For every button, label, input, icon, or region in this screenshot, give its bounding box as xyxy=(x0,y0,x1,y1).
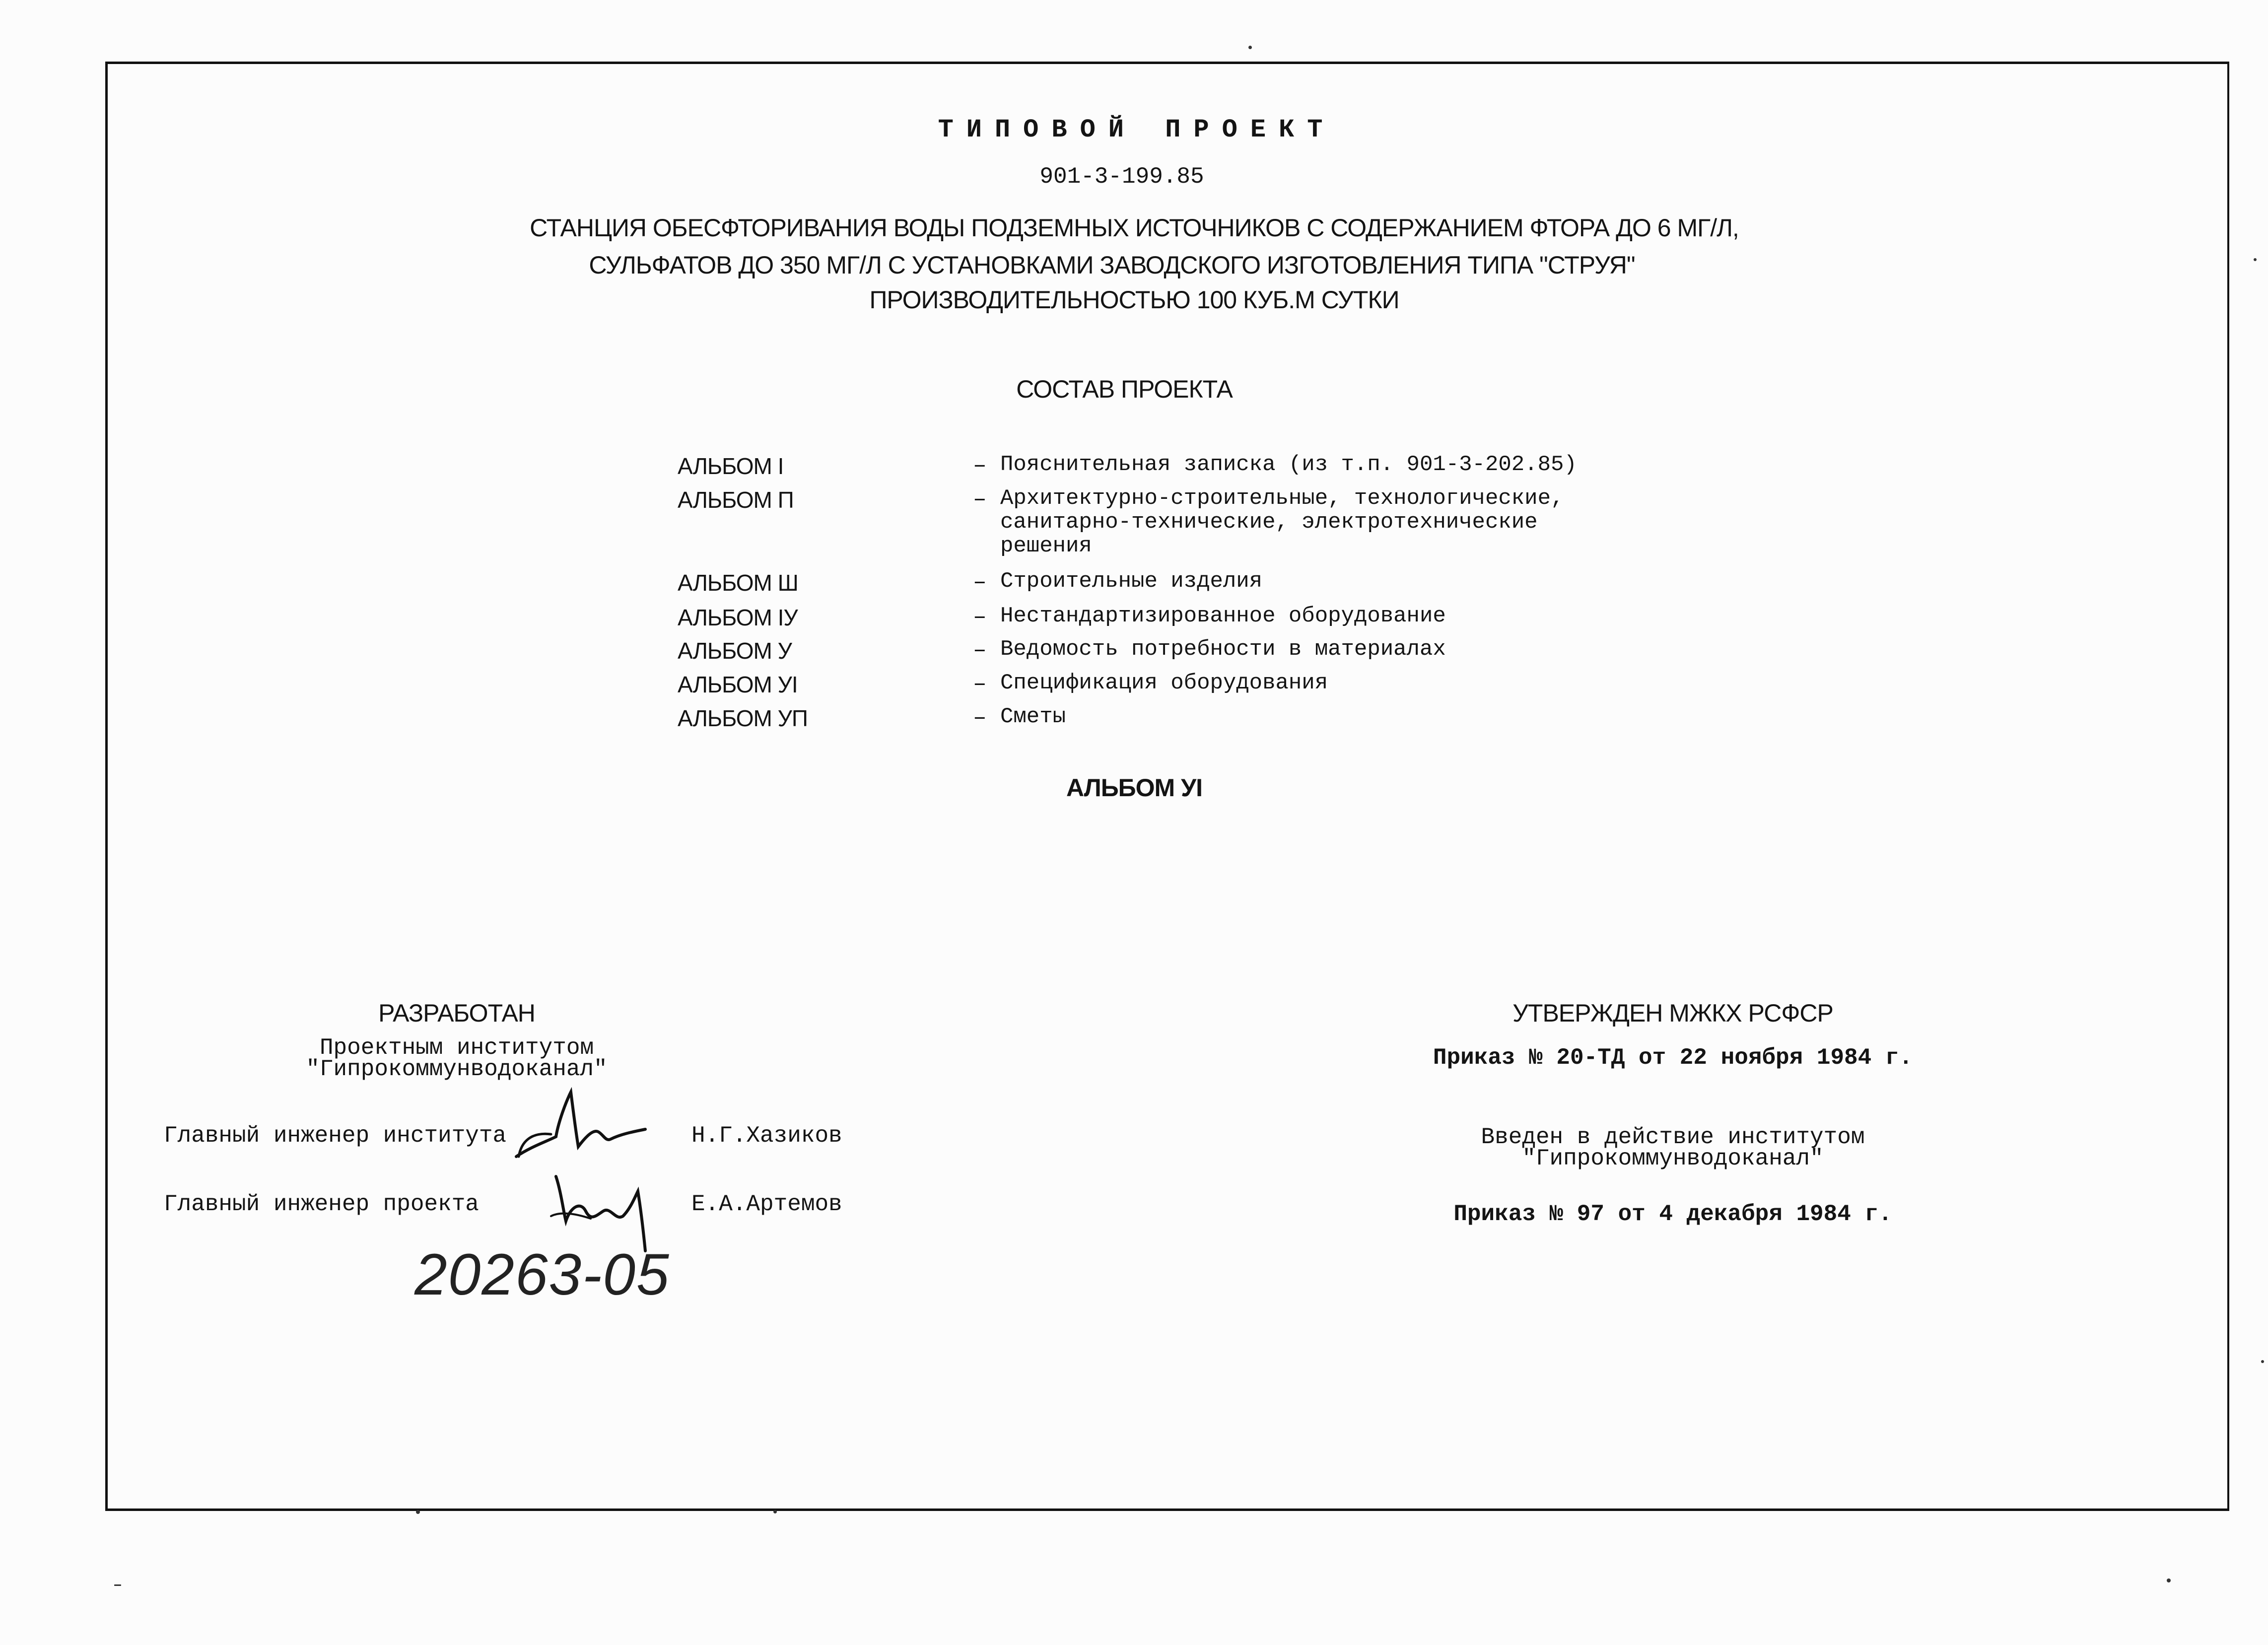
handwritten-number: 20263-05 xyxy=(414,1242,670,1307)
scan-speck xyxy=(1248,46,1252,49)
chief-engineer-project-name: Е.А.Артемов xyxy=(691,1191,842,1217)
approved-heading: УТВЕРЖДЕН МЖКХ РСФСР xyxy=(1512,999,1833,1027)
signature-khazikov xyxy=(511,1082,650,1174)
album-name: АЛЬБОМ Ш xyxy=(678,570,798,596)
album-name: АЛЬБОМ П xyxy=(678,487,794,513)
dash: – xyxy=(973,705,987,731)
dash: – xyxy=(973,486,987,512)
album-name: АЛЬБОМ У xyxy=(678,638,792,664)
album-name: АЛЬБОМ УI xyxy=(678,672,798,697)
album-name: АЛЬБОМ IУ xyxy=(678,605,798,630)
album-description: Строительные изделия xyxy=(1000,569,1263,594)
composition-heading: СОСТАВ ПРОЕКТА xyxy=(1016,375,1233,403)
developer-org-line-2: "Гипрокоммунводоканал" xyxy=(306,1056,608,1082)
dash: – xyxy=(973,453,987,479)
album-name: АЛЬБОМ I xyxy=(678,453,784,479)
chief-engineer-project-label: Главный инженер проекта xyxy=(164,1191,479,1217)
document-title: ТИПОВОЙ ПРОЕКТ xyxy=(938,115,1336,144)
album-description: Сметы xyxy=(1000,704,1066,729)
description-line-1: СТАНЦИЯ ОБЕСФТОРИВАНИЯ ВОДЫ ПОДЗЕМНЫХ ИСТОЧНИКОВ С СОДЕРЖАНИЕМ ФТОРА ДО 6 МГ/Л, xyxy=(530,214,1739,242)
dash: – xyxy=(973,604,987,630)
scan-speck xyxy=(2254,258,2257,261)
album-name: АЛЬБОМ УП xyxy=(678,705,808,731)
enactment-order: Приказ № 97 от 4 декабря 1984 г. xyxy=(1453,1201,1892,1227)
project-code: 901-3-199.85 xyxy=(1039,164,1204,190)
scan-speck xyxy=(773,1510,777,1513)
dash: – xyxy=(973,569,987,595)
enacted-line-2: "Гипрокоммунводоканал" xyxy=(1522,1146,1824,1171)
album-description: Нестандартизированное оборудование xyxy=(1000,604,1446,628)
dash: – xyxy=(973,671,987,697)
scan-speck xyxy=(416,1510,420,1514)
album-description: Ведомость потребности в материалах xyxy=(1000,637,1446,662)
current-album: АЛЬБОМ УI xyxy=(1066,774,1203,802)
album-description: Пояснительная записка (из т.п. 901-3-202.85) xyxy=(1000,452,1577,477)
chief-engineer-institute-name: Н.Г.Хазиков xyxy=(691,1123,842,1149)
enacted-line-1: Введен в действие институтом xyxy=(1481,1124,1865,1150)
album-description: Архитектурно-строительные, технологические, санитарно-технические, электротехнические решения xyxy=(1000,486,1564,558)
scan-speck xyxy=(114,1584,121,1586)
albums-list xyxy=(678,453,1670,731)
developed-heading: РАЗРАБОТАН xyxy=(378,999,535,1027)
approval-order: Приказ № 20-ТД от 22 ноября 1984 г. xyxy=(1433,1045,1913,1071)
dash: – xyxy=(973,637,987,663)
description-line-3: ПРОИЗВОДИТЕЛЬНОСТЬЮ 100 КУБ.М СУТКИ xyxy=(869,286,1399,314)
scan-speck xyxy=(2167,1578,2171,1582)
developer-org-line-1: Проектным институтом xyxy=(319,1035,594,1061)
chief-engineer-institute-label: Главный инженер института xyxy=(164,1123,507,1149)
album-description: Спецификация оборудования xyxy=(1000,671,1328,695)
scan-speck xyxy=(2261,1360,2264,1363)
description-line-2: СУЛЬФАТОВ ДО 350 МГ/Л С УСТАНОВКАМИ ЗАВОДСКОГО ИЗГОТОВЛЕНИЯ ТИПА "СТРУЯ" xyxy=(589,251,1635,279)
